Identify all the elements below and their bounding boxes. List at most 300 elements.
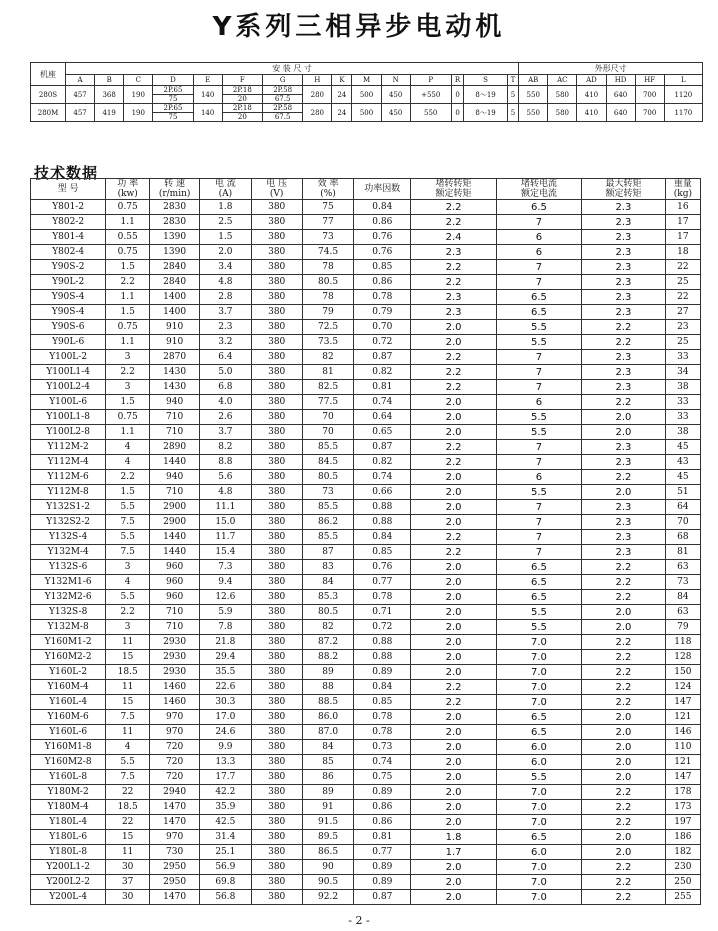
- cell-weight: 38: [665, 425, 700, 440]
- cell-voltage: 380: [251, 860, 302, 875]
- cell-locked-torque-ratio: 2.2: [411, 440, 496, 455]
- cell-speed: 2940: [150, 785, 200, 800]
- cell-locked-current-ratio: 7.0: [496, 815, 581, 830]
- cell-current: 4.8: [200, 275, 251, 290]
- cell-model: Y132M2-6: [31, 590, 106, 605]
- cell-efficiency: 86.2: [302, 515, 353, 530]
- cell-model: Y802-2: [31, 215, 106, 230]
- cell-current: 3.4: [200, 260, 251, 275]
- cell-voltage: 380: [251, 305, 302, 320]
- cell-efficiency: 85.5: [302, 500, 353, 515]
- dim-col-g: G: [263, 75, 303, 86]
- cell-model: Y160L-6: [31, 725, 106, 740]
- cell-locked-current-ratio: 7.0: [496, 860, 581, 875]
- cell-weight: 182: [665, 845, 700, 860]
- cell-power-factor: 0.89: [354, 665, 411, 680]
- cell-speed: 2830: [150, 215, 200, 230]
- col-header-model: 型 号: [31, 179, 106, 200]
- cell-speed: 2890: [150, 440, 200, 455]
- dim-col-p: P: [410, 75, 451, 86]
- cell-efficiency: 91.5: [302, 815, 353, 830]
- table-row: [31, 410, 701, 425]
- cell-weight: 33: [665, 395, 700, 410]
- cell-max-torque-ratio: 2.2: [582, 815, 666, 830]
- cell-locked-current-ratio: 6.0: [496, 845, 581, 860]
- cell-efficiency: 73.5: [302, 335, 353, 350]
- cell-model: Y180L-6: [31, 830, 106, 845]
- cell-speed: 940: [150, 470, 200, 485]
- cell-current: 2.6: [200, 410, 251, 425]
- cell-speed: 1440: [150, 545, 200, 560]
- cell-voltage: 380: [251, 695, 302, 710]
- dim-cell-b: 419: [95, 104, 124, 122]
- dim-cell-p: +550: [410, 86, 451, 104]
- cell-max-torque-ratio: 2.3: [582, 365, 666, 380]
- cell-locked-current-ratio: 7.0: [496, 875, 581, 890]
- cell-efficiency: 87.2: [302, 635, 353, 650]
- cell-voltage: 380: [251, 395, 302, 410]
- cell-efficiency: 82: [302, 350, 353, 365]
- dim-cell-r: 0: [451, 86, 464, 104]
- cell-power-factor: 0.84: [354, 680, 411, 695]
- cell-current: 2.0: [200, 245, 251, 260]
- cell-voltage: 380: [251, 680, 302, 695]
- cell-speed: 2900: [150, 515, 200, 530]
- cell-power: 4: [106, 575, 150, 590]
- cell-locked-current-ratio: 7: [496, 530, 581, 545]
- table-row: [31, 635, 701, 650]
- cell-locked-current-ratio: 7: [496, 350, 581, 365]
- cell-efficiency: 78: [302, 290, 353, 305]
- cell-power-factor: 0.66: [354, 485, 411, 500]
- cell-max-torque-ratio: 2.0: [582, 740, 666, 755]
- cell-power-factor: 0.89: [354, 875, 411, 890]
- cell-locked-torque-ratio: 2.2: [411, 530, 496, 545]
- cell-weight: 147: [665, 770, 700, 785]
- cell-power-factor: 0.74: [354, 470, 411, 485]
- cell-weight: 128: [665, 650, 700, 665]
- cell-weight: 34: [665, 365, 700, 380]
- cell-weight: 178: [665, 785, 700, 800]
- dim-group-header-row: [31, 63, 703, 75]
- cell-locked-torque-ratio: 2.2: [411, 350, 496, 365]
- table-row: [31, 200, 701, 215]
- cell-voltage: 380: [251, 215, 302, 230]
- cell-model: Y132S2-2: [31, 515, 106, 530]
- cell-model: Y160M-6: [31, 710, 106, 725]
- cell-locked-torque-ratio: 2.0: [411, 515, 496, 530]
- cell-efficiency: 86.5: [302, 845, 353, 860]
- cell-efficiency: 82: [302, 620, 353, 635]
- cell-efficiency: 86: [302, 770, 353, 785]
- cell-power-factor: 0.87: [354, 440, 411, 455]
- dim-cell-f-2p: 2P.18: [222, 104, 262, 113]
- table-row: [31, 845, 701, 860]
- cell-locked-torque-ratio: 2.0: [411, 560, 496, 575]
- cell-model: Y90L-2: [31, 275, 106, 290]
- cell-current: 3.7: [200, 305, 251, 320]
- cell-locked-torque-ratio: 2.2: [411, 455, 496, 470]
- cell-weight: 38: [665, 380, 700, 395]
- cell-speed: 1390: [150, 245, 200, 260]
- cell-power-factor: 0.76: [354, 560, 411, 575]
- cell-locked-torque-ratio: 2.0: [411, 785, 496, 800]
- cell-voltage: 380: [251, 530, 302, 545]
- cell-speed: 970: [150, 830, 200, 845]
- cell-current: 2.5: [200, 215, 251, 230]
- cell-speed: 1470: [150, 815, 200, 830]
- cell-model: Y90S-6: [31, 320, 106, 335]
- cell-locked-current-ratio: 6: [496, 230, 581, 245]
- cell-power: 15: [106, 830, 150, 845]
- cell-speed: 2840: [150, 260, 200, 275]
- dim-col-s: S: [464, 75, 507, 86]
- cell-current: 4.0: [200, 395, 251, 410]
- cell-speed: 710: [150, 410, 200, 425]
- dim-cell-t: 5: [507, 86, 518, 104]
- cell-power-factor: 0.72: [354, 620, 411, 635]
- cell-locked-torque-ratio: 2.0: [411, 605, 496, 620]
- cell-power-factor: 0.88: [354, 650, 411, 665]
- cell-power: 7.5: [106, 515, 150, 530]
- table-row: [31, 245, 701, 260]
- table-row: [31, 755, 701, 770]
- cell-weight: 45: [665, 440, 700, 455]
- cell-power: 5.5: [106, 755, 150, 770]
- cell-current: 35.9: [200, 800, 251, 815]
- cell-weight: 150: [665, 665, 700, 680]
- cell-current: 1.5: [200, 230, 251, 245]
- cell-locked-current-ratio: 6.5: [496, 590, 581, 605]
- cell-power: 2.2: [106, 365, 150, 380]
- table-row: [31, 335, 701, 350]
- cell-speed: 940: [150, 395, 200, 410]
- cell-max-torque-ratio: 2.3: [582, 380, 666, 395]
- table-row: [31, 740, 701, 755]
- dim-frame: 280S: [31, 86, 66, 104]
- cell-max-torque-ratio: 2.0: [582, 830, 666, 845]
- cell-current: 42.2: [200, 785, 251, 800]
- dim-cell-f: 20: [222, 113, 262, 122]
- cell-current: 11.7: [200, 530, 251, 545]
- cell-speed: 710: [150, 605, 200, 620]
- cell-max-torque-ratio: 2.2: [582, 680, 666, 695]
- cell-current: 30.3: [200, 695, 251, 710]
- table-row: [31, 350, 701, 365]
- cell-weight: 17: [665, 230, 700, 245]
- cell-locked-current-ratio: 7: [496, 545, 581, 560]
- cell-current: 17.7: [200, 770, 251, 785]
- dim-cell-ad: 410: [577, 104, 606, 122]
- dim-cell-g-2p: 2P.58: [263, 104, 303, 113]
- dim-cell-g: 67.5: [263, 113, 303, 122]
- cell-power: 22: [106, 815, 150, 830]
- cell-speed: 1430: [150, 380, 200, 395]
- cell-voltage: 380: [251, 620, 302, 635]
- cell-power: 4: [106, 440, 150, 455]
- cell-speed: 2900: [150, 500, 200, 515]
- cell-current: 15.4: [200, 545, 251, 560]
- dim-cell-k: 24: [332, 86, 352, 104]
- cell-max-torque-ratio: 2.3: [582, 350, 666, 365]
- table-row: [31, 440, 701, 455]
- cell-current: 5.6: [200, 470, 251, 485]
- cell-max-torque-ratio: 2.2: [582, 890, 666, 905]
- cell-locked-current-ratio: 6.5: [496, 830, 581, 845]
- table-row: [31, 770, 701, 785]
- dim-cell-ab: 550: [519, 86, 548, 104]
- technical-data-table: [30, 178, 701, 905]
- cell-efficiency: 91: [302, 800, 353, 815]
- cell-power: 18.5: [106, 800, 150, 815]
- cell-max-torque-ratio: 2.2: [582, 635, 666, 650]
- cell-locked-torque-ratio: 2.0: [411, 770, 496, 785]
- cell-locked-torque-ratio: 2.0: [411, 665, 496, 680]
- table-row: [31, 545, 701, 560]
- table-row: [31, 275, 701, 290]
- cell-power: 1.1: [106, 425, 150, 440]
- cell-weight: 186: [665, 830, 700, 845]
- cell-efficiency: 89.5: [302, 830, 353, 845]
- cell-locked-torque-ratio: 2.0: [411, 755, 496, 770]
- cell-speed: 2930: [150, 665, 200, 680]
- cell-max-torque-ratio: 2.3: [582, 275, 666, 290]
- cell-locked-current-ratio: 5.5: [496, 425, 581, 440]
- col-header-weight: 重量 (kg): [665, 179, 700, 200]
- cell-locked-current-ratio: 5.5: [496, 335, 581, 350]
- cell-efficiency: 80.5: [302, 470, 353, 485]
- cell-efficiency: 90: [302, 860, 353, 875]
- cell-max-torque-ratio: 2.0: [582, 725, 666, 740]
- cell-model: Y160M1-2: [31, 635, 106, 650]
- cell-locked-torque-ratio: 2.2: [411, 380, 496, 395]
- header-row: [31, 179, 701, 200]
- cell-locked-current-ratio: 7.0: [496, 785, 581, 800]
- table-row: [31, 500, 701, 515]
- cell-power-factor: 0.82: [354, 365, 411, 380]
- cell-power: 3: [106, 380, 150, 395]
- cell-locked-current-ratio: 6.5: [496, 710, 581, 725]
- cell-power: 0.75: [106, 320, 150, 335]
- dim-cell-m: 500: [352, 86, 381, 104]
- cell-max-torque-ratio: 2.3: [582, 290, 666, 305]
- table-row: [31, 215, 701, 230]
- cell-speed: 2830: [150, 200, 200, 215]
- cell-power: 0.75: [106, 410, 150, 425]
- cell-power-factor: 0.84: [354, 200, 411, 215]
- cell-power-factor: 0.89: [354, 785, 411, 800]
- cell-efficiency: 73: [302, 230, 353, 245]
- cell-max-torque-ratio: 2.3: [582, 230, 666, 245]
- col-header-speed: 转 速 (r/min): [150, 179, 200, 200]
- cell-voltage: 380: [251, 560, 302, 575]
- cell-voltage: 380: [251, 470, 302, 485]
- cell-power-factor: 0.85: [354, 545, 411, 560]
- cell-efficiency: 85.3: [302, 590, 353, 605]
- cell-current: 1.8: [200, 200, 251, 215]
- cell-locked-current-ratio: 7: [496, 500, 581, 515]
- cell-current: 11.1: [200, 500, 251, 515]
- cell-power: 0.75: [106, 245, 150, 260]
- cell-voltage: 380: [251, 455, 302, 470]
- cell-voltage: 380: [251, 800, 302, 815]
- installation-dimension-table: [30, 62, 703, 122]
- cell-max-torque-ratio: 2.2: [582, 650, 666, 665]
- col-header-voltage: 电 压 (V): [251, 179, 302, 200]
- dim-cell-n: 450: [381, 104, 410, 122]
- cell-efficiency: 73: [302, 485, 353, 500]
- table-row: [31, 230, 701, 245]
- dim-cell-p: 550: [410, 104, 451, 122]
- cell-efficiency: 85.5: [302, 530, 353, 545]
- cell-locked-torque-ratio: 2.0: [411, 800, 496, 815]
- cell-voltage: 380: [251, 755, 302, 770]
- cell-weight: 27: [665, 305, 700, 320]
- dim-cell-hf: 700: [635, 86, 664, 104]
- cell-current: 3.7: [200, 425, 251, 440]
- cell-model: Y112M-4: [31, 455, 106, 470]
- cell-locked-torque-ratio: 2.2: [411, 215, 496, 230]
- cell-locked-current-ratio: 7: [496, 515, 581, 530]
- cell-weight: 79: [665, 620, 700, 635]
- cell-locked-current-ratio: 5.5: [496, 485, 581, 500]
- dim-cell-ad: 410: [577, 86, 606, 104]
- cell-weight: 70: [665, 515, 700, 530]
- cell-locked-torque-ratio: 2.0: [411, 650, 496, 665]
- cell-locked-current-ratio: 5.5: [496, 620, 581, 635]
- cell-max-torque-ratio: 2.3: [582, 260, 666, 275]
- cell-power: 18.5: [106, 665, 150, 680]
- dim-col-ab: AB: [519, 75, 548, 86]
- cell-current: 15.0: [200, 515, 251, 530]
- cell-efficiency: 77.5: [302, 395, 353, 410]
- cell-power: 7.5: [106, 710, 150, 725]
- cell-power: 1.1: [106, 290, 150, 305]
- cell-voltage: 380: [251, 500, 302, 515]
- cell-locked-current-ratio: 6.5: [496, 290, 581, 305]
- cell-locked-current-ratio: 5.5: [496, 605, 581, 620]
- cell-max-torque-ratio: 2.2: [582, 590, 666, 605]
- cell-locked-torque-ratio: 2.2: [411, 365, 496, 380]
- dim-cell-m: 500: [352, 104, 381, 122]
- cell-model: Y132S1-2: [31, 500, 106, 515]
- cell-speed: 970: [150, 710, 200, 725]
- cell-model: Y801-2: [31, 200, 106, 215]
- cell-locked-torque-ratio: 2.0: [411, 500, 496, 515]
- cell-power-factor: 0.76: [354, 245, 411, 260]
- cell-weight: 33: [665, 350, 700, 365]
- cell-power: 1.1: [106, 215, 150, 230]
- cell-power-factor: 0.85: [354, 695, 411, 710]
- cell-model: Y180M-4: [31, 800, 106, 815]
- cell-efficiency: 88.5: [302, 695, 353, 710]
- cell-locked-current-ratio: 7: [496, 440, 581, 455]
- cell-locked-torque-ratio: 2.0: [411, 575, 496, 590]
- cell-max-torque-ratio: 2.2: [582, 860, 666, 875]
- cell-max-torque-ratio: 2.2: [582, 320, 666, 335]
- cell-max-torque-ratio: 2.2: [582, 800, 666, 815]
- cell-locked-current-ratio: 6.0: [496, 740, 581, 755]
- col-header-locked-torque: 堵转转矩 额定转矩: [411, 179, 496, 200]
- dim-col-e: E: [193, 75, 222, 86]
- dim-col-c: C: [124, 75, 153, 86]
- cell-speed: 2950: [150, 875, 200, 890]
- cell-power: 0.75: [106, 200, 150, 215]
- cell-speed: 710: [150, 485, 200, 500]
- cell-max-torque-ratio: 2.3: [582, 455, 666, 470]
- cell-locked-current-ratio: 7.0: [496, 665, 581, 680]
- cell-locked-current-ratio: 7: [496, 380, 581, 395]
- cell-power-factor: 0.71: [354, 605, 411, 620]
- cell-power: 11: [106, 680, 150, 695]
- cell-voltage: 380: [251, 365, 302, 380]
- cell-power-factor: 0.64: [354, 410, 411, 425]
- dim-col-l: L: [664, 75, 702, 86]
- cell-model: Y180L-8: [31, 845, 106, 860]
- dim-cell-k: 24: [332, 104, 352, 122]
- cell-speed: 960: [150, 575, 200, 590]
- cell-max-torque-ratio: 2.2: [582, 335, 666, 350]
- cell-max-torque-ratio: 2.2: [582, 785, 666, 800]
- cell-current: 5.0: [200, 365, 251, 380]
- dim-cell-e: 140: [193, 86, 222, 104]
- cell-power-factor: 0.78: [354, 290, 411, 305]
- table-row: [31, 515, 701, 530]
- cell-model: Y132S-4: [31, 530, 106, 545]
- cell-voltage: 380: [251, 200, 302, 215]
- dim-cell-l: 1170: [664, 104, 702, 122]
- dim-cell-c: 190: [124, 86, 153, 104]
- cell-locked-torque-ratio: 2.2: [411, 200, 496, 215]
- cell-efficiency: 89: [302, 785, 353, 800]
- cell-power-factor: 0.89: [354, 860, 411, 875]
- cell-locked-current-ratio: 7.0: [496, 635, 581, 650]
- cell-voltage: 380: [251, 635, 302, 650]
- cell-speed: 720: [150, 770, 200, 785]
- cell-current: 2.3: [200, 320, 251, 335]
- cell-weight: 64: [665, 500, 700, 515]
- dim-cell-a: 457: [66, 86, 95, 104]
- cell-max-torque-ratio: 2.3: [582, 530, 666, 545]
- cell-weight: 16: [665, 200, 700, 215]
- cell-voltage: 380: [251, 785, 302, 800]
- dim-cell-s: 8～19: [464, 104, 507, 122]
- cell-power: 5.5: [106, 500, 150, 515]
- table-row: [31, 485, 701, 500]
- cell-current: 17.0: [200, 710, 251, 725]
- cell-weight: 23: [665, 320, 700, 335]
- cell-model: Y160M-4: [31, 680, 106, 695]
- cell-speed: 1440: [150, 530, 200, 545]
- cell-power: 2.2: [106, 470, 150, 485]
- cell-max-torque-ratio: 2.0: [582, 485, 666, 500]
- cell-locked-torque-ratio: 2.0: [411, 410, 496, 425]
- dim-col-k: K: [332, 75, 352, 86]
- outline-dim-header: 外形尺寸: [519, 63, 703, 75]
- table-row: [31, 530, 701, 545]
- table-row: [31, 860, 701, 875]
- cell-weight: 146: [665, 725, 700, 740]
- cell-voltage: 380: [251, 740, 302, 755]
- table-row: [31, 395, 701, 410]
- cell-current: 22.6: [200, 680, 251, 695]
- dim-col-hd: HD: [606, 75, 635, 86]
- cell-weight: 22: [665, 260, 700, 275]
- dim-cell-n: 450: [381, 86, 410, 104]
- cell-locked-torque-ratio: 2.0: [411, 320, 496, 335]
- cell-current: 6.8: [200, 380, 251, 395]
- cell-power: 11: [106, 635, 150, 650]
